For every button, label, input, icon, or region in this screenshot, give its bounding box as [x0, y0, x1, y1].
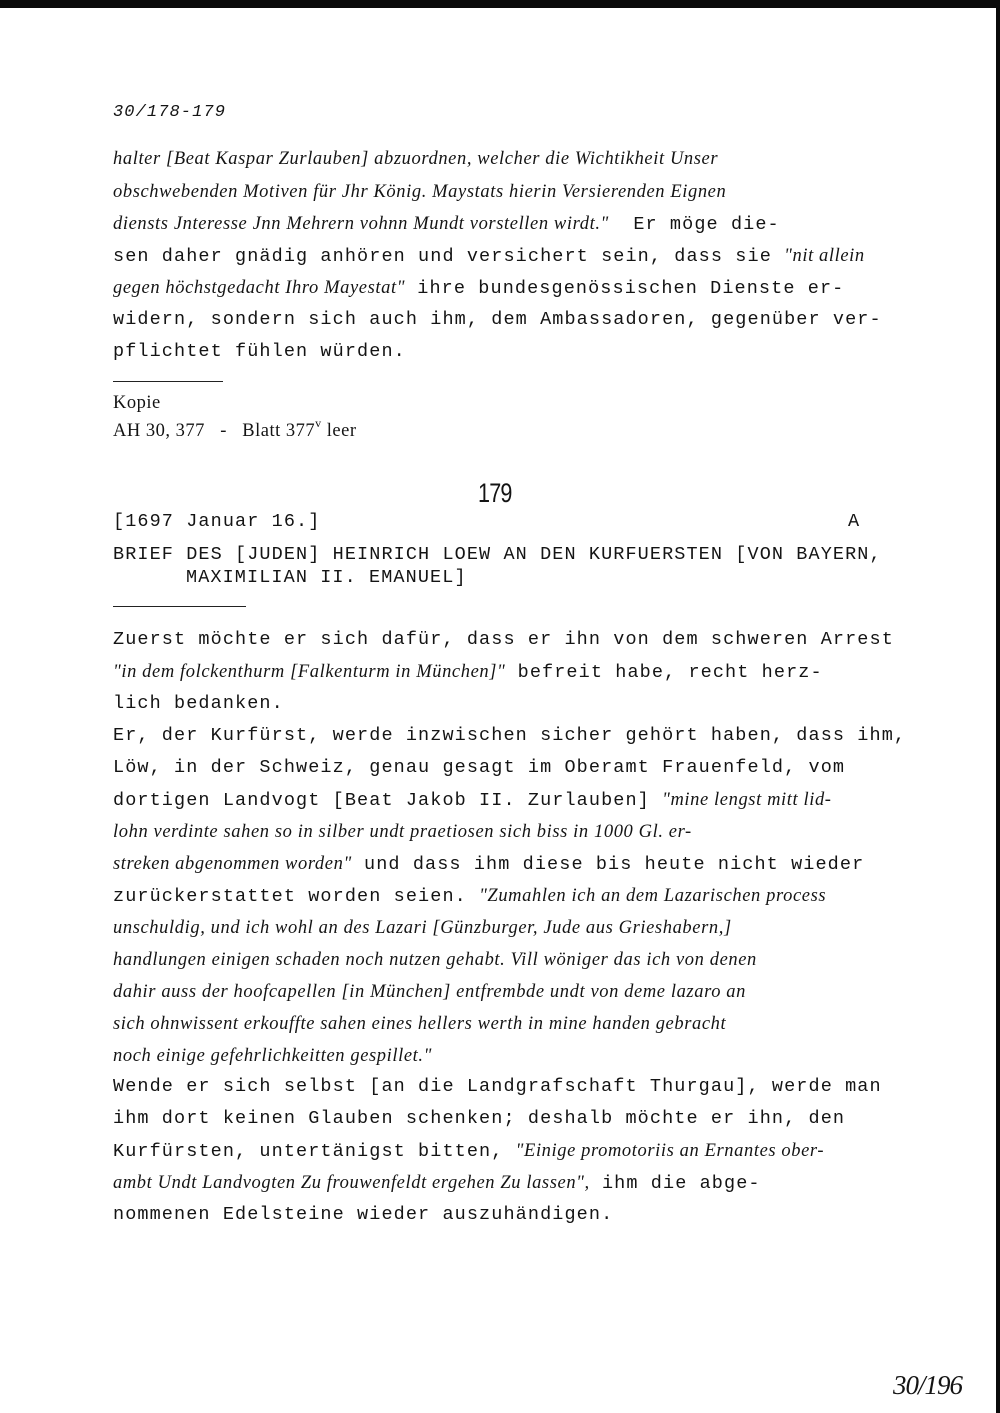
document-title-line-2: MAXIMILIAN II. EMANUEL] [186, 567, 467, 588]
prev-line-2: obschwebenden Motiven für Jhr König. Maystats hierin Versierenden Eignen [113, 182, 727, 202]
prev-line-3: diensts Jnteresse Jnn Mehrern vohnn Mundt vorstellen wirdt." Er möge die- [113, 214, 780, 235]
page-reference: 30/178-179 [113, 103, 227, 122]
body-line-16: ihm dort keinen Glauben schenken; deshalb möchte er ihn, den [113, 1108, 846, 1129]
source-kopie: Kopie [113, 393, 161, 413]
source-reference: AH 30, 377 - Blatt 377$^v$ leer [113, 416, 357, 442]
body-line-8: streken abgenommen worden" und dass ihm diese bis heute nicht wieder [113, 854, 865, 875]
body-line-2: "in dem folckenthurm [Falkenturm in München]" befreit habe, recht herz- [113, 662, 823, 683]
body-line-15: Wende er sich selbst [an die Landgrafschaft Thurgau], werde man [113, 1076, 882, 1097]
archive-page-stamp: 30/196 [893, 1370, 963, 1400]
body-line-19: nommenen Edelsteine wieder auszuhändigen. [113, 1204, 614, 1225]
scan-border-right [996, 0, 1000, 1413]
prev-line-4: sen daher gnädig anhören und versichert sein, dass sie "nit allein [113, 246, 865, 267]
body-line-11: handlungen einigen schaden noch nutzen gehabt. Vill wöniger das ich von denen [113, 950, 757, 970]
body-line-12: dahir auss der hoofcapellen [in München] entfrembde undt von deme lazaro an [113, 982, 746, 1002]
prev-line-1: halter [Beat Kaspar Zurlauben] abzuordnen, welcher die Wichtikheit Unser [113, 149, 719, 169]
document-title-line-1: BRIEF DES [JUDEN] HEINRICH LOEW AN DEN KURFUERSTEN [VON BAYERN, [113, 544, 882, 565]
body-line-3: lich bedanken. [113, 693, 284, 714]
document-number: 179 [478, 478, 512, 508]
prev-line-6: widern, sondern sich auch ihm, dem Ambassadoren, gegenüber ver- [113, 309, 882, 330]
document-type: A [848, 511, 861, 532]
scan-border-top [0, 0, 1000, 8]
body-line-1: Zuerst möchte er sich dafür, dass er ihn von dem schweren Arrest [113, 629, 894, 650]
separator-rule-2 [113, 606, 246, 607]
body-line-13: sich ohnwissent erkouffte sahen eines hellers werth in mine handen gebracht [113, 1014, 727, 1034]
prev-line-7: pflichtet fühlen würden. [113, 341, 406, 362]
body-line-10: unschuldig, und ich wohl an des Lazari [Günzburger, Jude aus Grieshabern,] [113, 918, 732, 938]
body-line-7: lohn verdinte sahen so in silber undt praetiosen sich biss in 1000 Gl. er- [113, 822, 692, 842]
body-line-5: Löw, in der Schweiz, genau gesagt im Oberamt Frauenfeld, vom [113, 757, 846, 778]
body-line-14: noch einige gefehrlichkeitten gespillet." [113, 1046, 433, 1066]
body-line-6: dortigen Landvogt [Beat Jakob II. Zurlauben] "mine lengst mitt lid- [113, 790, 832, 811]
body-line-4: Er, der Kurfürst, werde inzwischen sicher gehört haben, dass ihm, [113, 725, 907, 746]
separator-rule-1 [113, 381, 223, 382]
body-line-17: Kurfürsten, untertänigst bitten, "Einige promotoriis an Ernantes ober- [113, 1141, 825, 1162]
document-date: [1697 Januar 16.] [113, 511, 321, 532]
body-line-9: zurückerstattet worden seien. "Zumahlen ich an dem Lazarischen process [113, 886, 827, 907]
prev-line-5: gegen höchstgedacht Ihro Mayestat" ihre bundesgenössischen Dienste er- [113, 278, 845, 299]
body-line-18: ambt Undt Landvogten Zu frouwenfeldt ergehen Zu lassen", ihm die abge- [113, 1173, 761, 1194]
